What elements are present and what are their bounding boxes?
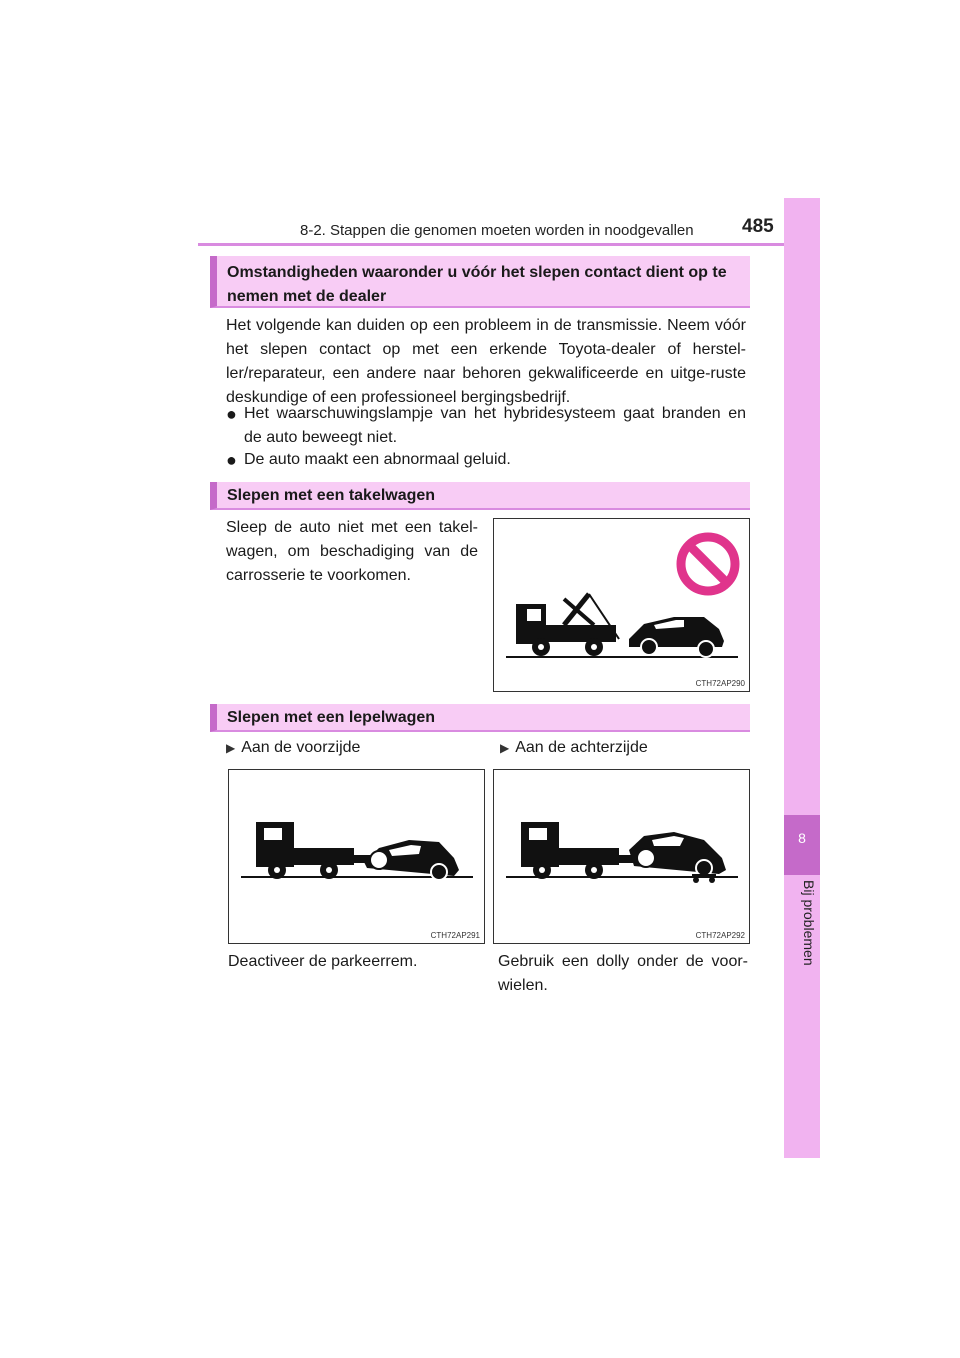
front-caption: Deactiveer de parkeerrem. [228, 953, 418, 970]
rear-lift-figure [493, 769, 750, 944]
bullet-dot-icon: ● [226, 450, 237, 470]
front-lift-figure [228, 769, 485, 944]
header-title: 8-2. Stappen die genomen moeten worden in noodgevallen [300, 222, 694, 239]
sub-label-text: Aan de achterzijde [515, 739, 648, 756]
sub-label-front [226, 736, 360, 760]
bullet-text: Het waarschuwingslampje van het hybridesysteem gaat branden en de auto beweegt niet. [244, 405, 746, 446]
rear-lift-illustration [494, 770, 751, 945]
bullet-item [226, 448, 746, 472]
bullet-text: De auto maakt een abnormaal geluid. [244, 451, 511, 468]
section-heading-wheel-lift: Slepen met een lepelwagen [210, 704, 750, 732]
side-tab [784, 198, 820, 1158]
rear-caption: Gebruik een dolly onder de voor-wielen. [498, 953, 748, 994]
page-number: 485 [742, 216, 774, 237]
triangle-right-icon: ▶ [226, 741, 236, 755]
section-intro-text: Het volgende kan duiden op een probleem in de transmissie. Neem vóór het slepen contact op met een erkende Toyota-dealer of herstel-ler/reparateur, een andere naar behoren gekwalificeerde en uitge-ruste deskundige of een professioneel bergingsbedrijf. [226, 317, 746, 406]
figure-code: CTH72AP290 [695, 679, 745, 688]
bullet-item [226, 402, 746, 450]
header-rule [198, 243, 820, 246]
figure-code: CTH72AP291 [430, 931, 480, 940]
sub-label-rear [500, 736, 648, 760]
section-heading-tow-truck: Slepen met een takelwagen [210, 482, 750, 510]
front-lift-illustration [229, 770, 486, 945]
chapter-label: Bij problemen [801, 880, 817, 966]
section-heading-dealer: Omstandigheden waaronder u vóór het slepen contact dient op te nemen met de dealer [210, 256, 750, 308]
tow-truck-text: Sleep de auto niet met een takel-wagen, om beschadiging van de carrosserie te voorkomen. [226, 519, 478, 584]
tow-truck-illustration [494, 519, 751, 693]
sub-label-text: Aan de voorzijde [241, 739, 361, 756]
tow-truck-figure [493, 518, 750, 692]
bullet-dot-icon: ● [226, 404, 237, 424]
figure-code: CTH72AP292 [695, 931, 745, 940]
chapter-number: 8 [798, 830, 806, 846]
triangle-right-icon: ▶ [500, 741, 510, 755]
